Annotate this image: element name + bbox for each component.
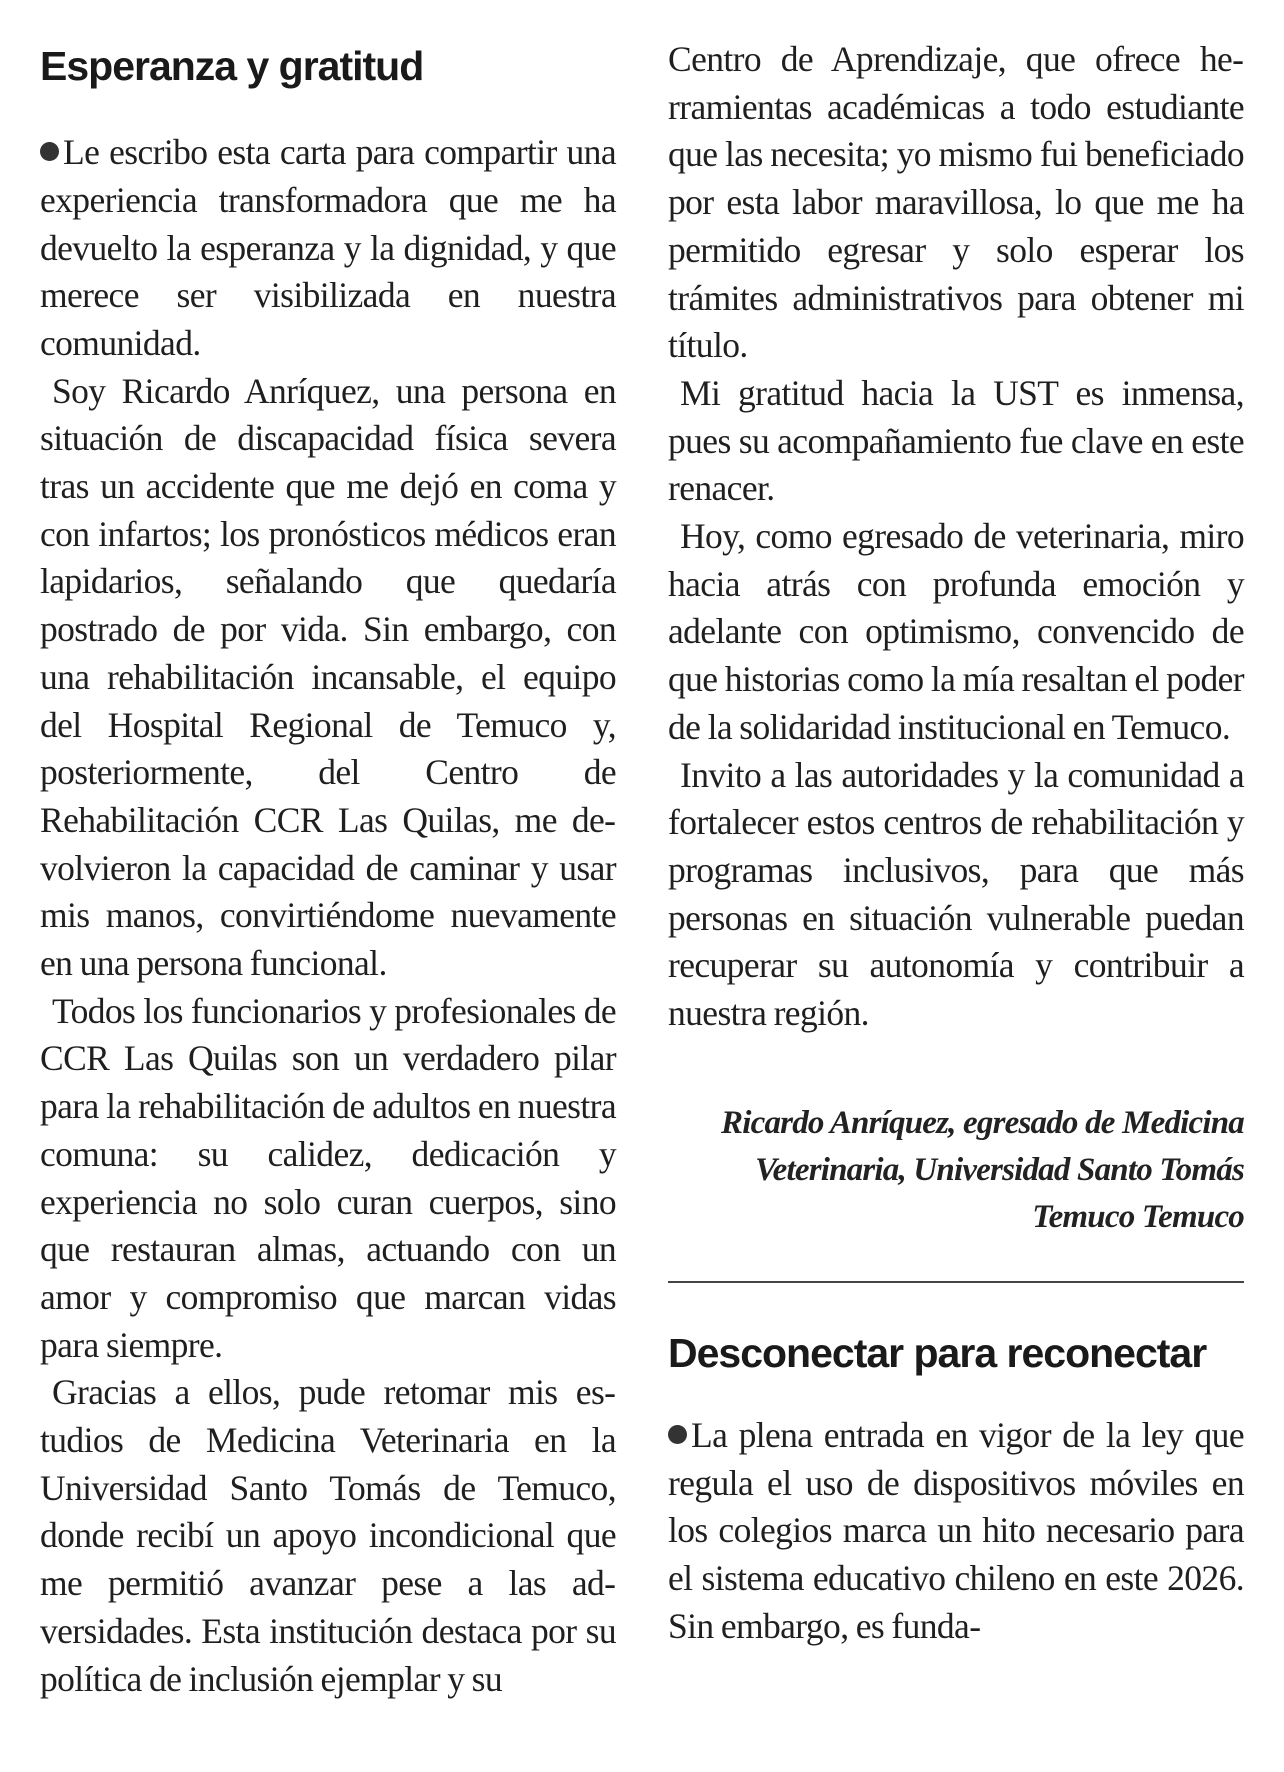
article-paragraph: La plena entrada en vigor de la ley que regula el uso de dispositivos móviles en los colegios marca un hito necesario para el sistema educativo chileno en este 2026. Sin embargo, es funda- (668, 1414, 1244, 1646)
left-column (40, 36, 616, 1703)
letter-signature: Ricardo Anríquez, egresado de Medicina Veterinaria, Universidad Santo Tomás Temuco Temuco (721, 1104, 1244, 1235)
right-column (668, 36, 1244, 1650)
bullet-icon (668, 1425, 687, 1444)
article-paragraph: Invito a las autoridades y la comunidad a fortalecer estos centros de rehabilitación y programas inclusivos, para que más personas en situación vulnerable puedan recuperar su autonomía y contribuir a nuestra región. (668, 754, 1244, 1034)
article-paragraph: Mi gratitud hacia la UST es inmensa, pues su acompañamiento fue clave en este renacer. (668, 372, 1244, 509)
article-paragraph: Hoy, como egresado de veterinaria, miro hacia atrás con profunda emoción y adelante con optimismo, convencido de que historias como la mía resaltan el poder de la solidaridad institucional en Temuco. (668, 516, 1244, 747)
article-paragraph: Le escribo esta carta para compartir una experiencia transformadora que me ha devuelto la esperanza y la dignidad, y que merece ser visibilizada en nuestra comunidad. (40, 132, 616, 363)
article-title-2: Desconectar para reconectar (668, 1329, 1207, 1376)
article-paragraph: Centro de Aprendizaje, que ofrece herramientas académicas a todo estudiante que las necesita; yo mismo fui beneficiado por esta labor maravillosa, lo que me ha permitido egresar y solo esperar los trámites administrativos para obtener mi título. (668, 39, 1244, 366)
article-title: Esperanza y gratitud (40, 43, 424, 89)
bullet-icon (40, 142, 59, 161)
article-paragraph: Gracias a ellos, pude retomar mis estudios de Medicina Veterinaria en la Universidad Santo Tomás de Temuco, donde recibí un apoyo incondicional que me permitió avanzar pese a las adversidades. Esta institución destaca por su política de inclusión ejemplar y su (40, 1372, 616, 1699)
section-divider (668, 1281, 1244, 1283)
article-paragraph: Todos los funcionarios y profesionales de CCR Las Quilas son un verdadero pilar para la rehabilitación de adultos en nuestra comuna: su calidez, dedicación y experiencia no solo curan cuerpos, sino que restauran almas, actuando con un amor y compromiso que marcan vidas para siempre. (40, 990, 616, 1365)
article-paragraph: Soy Ricardo Anríquez, una persona en situación de discapacidad física severa tras un accidente que me dejó en coma y con infartos; los pronósticos médicos eran lapidarios, señalando que quedaría postrado de por vida. Sin embargo, con una rehabilitación incansable, el equipo del Hospital Regional de Temuco y, posteriormente, del Centro de Rehabilitación CCR Las Quilas, me devolvieron la capacidad de caminar y usar mis manos, convirtiéndome nuevamente en una persona funcional. (40, 370, 616, 984)
